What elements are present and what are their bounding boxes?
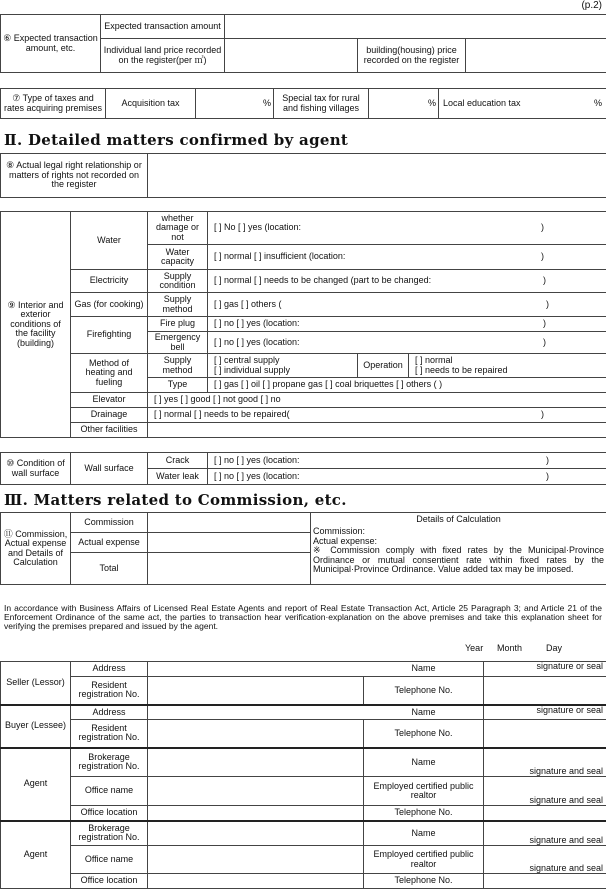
facility-label: ⑨ Interior and exterior conditions of the facility (building)	[1, 212, 71, 438]
agent-2-telephone-label: Telephone No.	[364, 874, 484, 889]
special-tax-rate[interactable]: %	[369, 89, 439, 119]
other-facilities-field[interactable]	[148, 423, 606, 438]
date-day[interactable]: Day	[546, 644, 562, 653]
agent-1-realtor-signature[interactable]: signature and seal	[484, 777, 606, 806]
crack-options[interactable]: [ ] no [ ] yes (location:	[214, 456, 300, 465]
heating-supply-option-individual[interactable]: [ ] individual supply	[214, 366, 355, 375]
buyer-telephone-field[interactable]	[484, 720, 606, 748]
seller-telephone-label: Telephone No.	[364, 677, 484, 705]
buyer-address-label: Address	[71, 705, 148, 720]
parties-table	[0, 661, 606, 889]
agent-2-office-location-label: Office location	[71, 874, 148, 889]
transaction-amount-label: Expected transaction amount	[101, 15, 225, 39]
agent-2-office-name-label: Office name	[71, 846, 148, 874]
buyer-label: Buyer (Lessee)	[1, 705, 71, 748]
total-label: Total	[71, 553, 148, 585]
agent-1-office-location-label: Office location	[71, 806, 148, 821]
building-price-field[interactable]	[466, 39, 606, 73]
legal-right-label: ⑧ Actual legal right relationship or matters of rights not recorded on the register	[1, 154, 148, 198]
agent-1-office-location-field[interactable]	[148, 806, 364, 821]
commission-section-label: ⑪ Commission, Actual expense and Details of Calculation	[1, 513, 71, 585]
agent-1-telephone-label: Telephone No.	[364, 806, 484, 821]
supply-condition-label: Supply condition	[148, 270, 208, 293]
agent-1-label: Agent	[1, 748, 71, 821]
electricity-label: Electricity	[71, 270, 148, 293]
buyer-telephone-label: Telephone No.	[364, 720, 484, 748]
buyer-address-field[interactable]	[148, 708, 364, 717]
fire-plug-options[interactable]: [ ] no [ ] yes (location:	[214, 319, 300, 328]
special-tax-label: Special tax for rural and fishing villages	[274, 89, 369, 119]
actual-expense-label: Actual expense	[71, 533, 148, 553]
acquisition-tax-rate[interactable]: %	[196, 89, 274, 119]
commission-table	[0, 512, 606, 585]
details-title: Details of Calculation	[313, 515, 604, 524]
transaction-amount-field[interactable]	[225, 15, 606, 39]
firefighting-label: Firefighting	[71, 317, 148, 354]
water-capacity-label: Water capacity	[148, 245, 208, 270]
tax-table	[0, 88, 606, 119]
actual-expense-field[interactable]	[148, 533, 311, 553]
agent-2-realtor-signature[interactable]: signature and seal	[484, 846, 606, 874]
seller-address-field[interactable]	[148, 664, 364, 673]
land-price-field[interactable]	[225, 39, 358, 73]
agent-1-office-name-label: Office name	[71, 777, 148, 806]
buyer-resident-no-label: Resident registration No.	[71, 720, 148, 748]
commission-label: Commission	[71, 513, 148, 533]
wall-surface-label: Wall surface	[71, 453, 148, 485]
agent-2-office-location-field[interactable]	[148, 874, 364, 889]
paren: )	[543, 319, 546, 328]
heating-supply-method-label: Supply method	[148, 354, 208, 378]
details-note: ※ Commission comply with fixed rates by the Municipal·Province Ordinance or mutual consentient rate within fixed rates by the Municipal·Province Ordinance. Value added tax may be imposed.	[313, 546, 604, 574]
operation-option-repair[interactable]: [ ] needs to be repaired	[415, 366, 604, 375]
date-month[interactable]: Month	[497, 644, 522, 653]
emergency-bell-options[interactable]: [ ] no [ ] yes (location:	[214, 338, 300, 347]
legal-right-table	[0, 153, 606, 198]
paren: )	[546, 456, 549, 465]
agent-1-telephone-field[interactable]	[484, 806, 606, 821]
operation-label: Operation	[358, 354, 409, 378]
water-leak-options[interactable]: [ ] no [ ] yes (location:	[214, 472, 300, 481]
details-commission: Commission:	[313, 527, 604, 536]
agent-1-brokerage-field[interactable]	[148, 748, 364, 777]
seller-signature[interactable]: signature or seal	[484, 662, 606, 677]
gas-label: Gas (for cooking)	[71, 293, 148, 317]
date-year[interactable]: Year	[465, 644, 483, 653]
water-capacity-options[interactable]: [ ] normal [ ] insufficient (location:	[214, 252, 345, 261]
expected-amount-label: ⑥ Expected transaction amount, etc.	[1, 15, 101, 73]
building-price-label: building(housing) price recorded on the register	[358, 39, 466, 73]
heating-supply-option-central[interactable]: [ ] central supply	[214, 356, 355, 365]
total-field[interactable]	[148, 553, 311, 585]
water-damage-options[interactable]: [ ] No [ ] yes (location:	[214, 223, 301, 232]
agent-2-brokerage-label: Brokerage registration No.	[71, 821, 148, 846]
other-facilities-label: Other facilities	[71, 423, 148, 438]
water-label: Water	[71, 212, 148, 270]
wall-table	[0, 452, 606, 485]
wall-condition-label: ⑩ Condition of wall surface	[1, 453, 71, 485]
legal-paragraph: In accordance with Business Affairs of Licensed Real Estate Agents and report of Real Estate Transaction Act, Article 25 Paragraph 3; and Article 21 of the Enforcement Ordinance of the same act, the parties to transaction hear verification·explanation on the above premises and take this explanation sheet for verifying the premises prepared and issued by the agent.	[4, 604, 602, 632]
facility-table	[0, 211, 606, 438]
agent-2-name-label: Name	[364, 821, 484, 846]
commission-field[interactable]	[148, 513, 311, 533]
elevator-options[interactable]: [ ] yes [ ] good [ ] not good [ ] no	[148, 393, 606, 408]
agent-1-signature[interactable]: signature and seal	[484, 748, 606, 777]
water-damage-label: whether damage or not	[148, 212, 208, 245]
buyer-signature[interactable]: signature or seal	[484, 705, 606, 720]
seller-label: Seller (Lessor)	[1, 662, 71, 705]
seller-resident-no-field[interactable]	[148, 677, 364, 705]
gas-options[interactable]: [ ] gas [ ] others (	[214, 300, 282, 309]
agent-2-office-name-field[interactable]	[148, 846, 364, 874]
fire-plug-label: Fire plug	[148, 317, 208, 332]
paren: )	[541, 223, 544, 232]
agent-1-brokerage-label: Brokerage registration No.	[71, 748, 148, 777]
drainage-options[interactable]: [ ] normal [ ] needs to be repaired(	[154, 410, 290, 419]
paren: )	[543, 276, 546, 285]
section-2-title: Ⅱ. Detailed matters confirmed by agent	[4, 133, 348, 149]
agent-1-realtor-label: Employed certified public realtor	[364, 777, 484, 806]
seller-telephone-field[interactable]	[484, 677, 606, 705]
paren: )	[541, 410, 544, 419]
agent-2-realtor-label: Employed certified public realtor	[364, 846, 484, 874]
heating-type-options[interactable]: [ ] gas [ ] oil [ ] propane gas [ ] coal briquettes [ ] others ( )	[208, 378, 606, 393]
page-number: (p.2)	[581, 1, 602, 12]
buyer-name-label: Name	[364, 708, 483, 717]
buyer-resident-no-field[interactable]	[148, 720, 364, 748]
education-tax-rate[interactable]: %	[594, 99, 602, 108]
drainage-label: Drainage	[71, 408, 148, 423]
heating-label: Method of heating and fueling	[71, 354, 148, 393]
tax-label: ⑦ Type of taxes and rates acquiring premises	[1, 89, 106, 119]
land-price-label: Individual land price recorded on the register(per ㎡)	[101, 39, 225, 73]
agent-2-brokerage-field[interactable]	[148, 821, 364, 846]
details-expense: Actual expense:	[313, 537, 604, 546]
seller-resident-no-label: Resident registration No.	[71, 677, 148, 705]
expected-amount-table	[0, 14, 606, 73]
seller-address-label: Address	[71, 662, 148, 677]
legal-right-field[interactable]	[148, 154, 606, 198]
paren: )	[543, 338, 546, 347]
operation-option-normal[interactable]: [ ] normal	[415, 356, 604, 365]
agent-1-name-label: Name	[364, 748, 484, 777]
agent-1-office-name-field[interactable]	[148, 777, 364, 806]
elevator-label: Elevator	[71, 393, 148, 408]
gas-supply-method-label: Supply method	[148, 293, 208, 317]
emergency-bell-label: Emergency bell	[148, 332, 208, 354]
paren: )	[541, 252, 544, 261]
section-3-title: Ⅲ. Matters related to Commission, etc.	[4, 493, 347, 509]
agent-2-telephone-field[interactable]	[484, 874, 606, 889]
crack-label: Crack	[148, 453, 208, 469]
paren: )	[546, 300, 549, 309]
electricity-options[interactable]: [ ] normal [ ] needs to be changed (part to be changed:	[214, 276, 431, 285]
education-tax-label: Local education tax	[443, 99, 521, 108]
heating-type-label: Type	[148, 378, 208, 393]
acquisition-tax-label: Acquisition tax	[106, 89, 196, 119]
seller-name-label: Name	[364, 664, 483, 673]
paren: )	[546, 472, 549, 481]
agent-2-label: Agent	[1, 821, 71, 889]
agent-2-signature[interactable]: signature and seal	[484, 821, 606, 846]
water-leak-label: Water leak	[148, 469, 208, 485]
